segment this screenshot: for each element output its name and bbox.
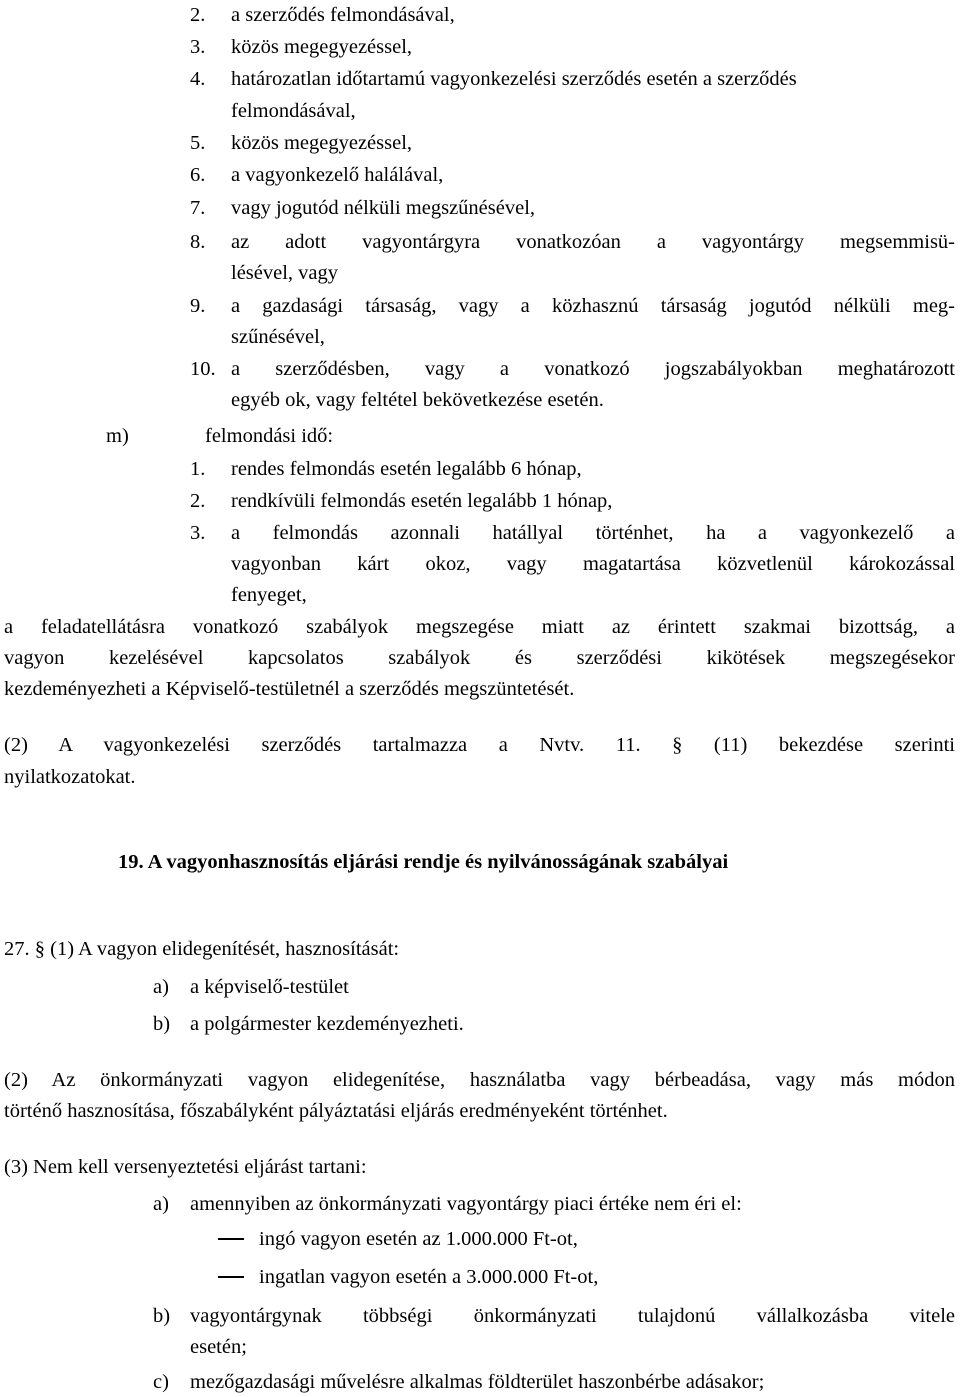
- list-item: felmondásával,: [231, 100, 356, 122]
- list-label: b): [153, 1305, 171, 1327]
- list-num: 2.: [190, 4, 206, 26]
- list-item: a vagyonkezelő halálával,: [231, 164, 444, 186]
- list-item: lésével, vagy: [231, 262, 339, 284]
- list-item: a felmondás azonnali hatállyal történhet, ha a vagyonkezelő a: [231, 522, 955, 544]
- list-num: 4.: [190, 68, 206, 90]
- list-item: a gazdasági társaság, vagy a közhasznú társaság jogutód nélküli meg-: [231, 295, 955, 317]
- paragraph-line: (2) A vagyonkezelési szerződés tartalmazza a Nvtv. 11. § (11) bekezdése szerinti: [4, 734, 955, 756]
- list-num: 7.: [190, 197, 206, 219]
- list-item: amennyiben az önkormányzati vagyontárgy piaci értéke nem éri el:: [190, 1193, 742, 1215]
- list-num: 1.: [190, 458, 206, 480]
- list-label: a): [153, 976, 169, 998]
- list-item: vagyonban kárt okoz, vagy magatartása közvetlenül károkozással: [231, 553, 955, 575]
- list-label: c): [153, 1371, 169, 1393]
- section-label: m): [106, 425, 129, 447]
- list-label: a): [153, 1193, 169, 1215]
- list-num: 8.: [190, 231, 206, 253]
- list-item: az adott vagyontárgyra vonatkozóan a vagyontárgy megsemmisü-: [231, 231, 955, 253]
- list-item: rendes felmondás esetén legalább 6 hónap,: [231, 458, 582, 480]
- dash-bullet: [218, 1276, 244, 1278]
- section-heading: 19. A vagyonhasznosítás eljárási rendje és nyilvánosságának szabályai: [118, 851, 729, 873]
- list-item: ingatlan vagyon esetén a 3.000.000 Ft-ot,: [259, 1266, 599, 1288]
- paragraph-line: történő hasznosítása, főszabályként pályáztatási eljárás eredményeként történhet.: [4, 1100, 668, 1122]
- list-num: 6.: [190, 164, 206, 186]
- section-title: felmondási idő:: [205, 425, 334, 447]
- list-item: ingó vagyon esetén az 1.000.000 Ft-ot,: [259, 1228, 578, 1250]
- list-num: 2.: [190, 490, 206, 512]
- list-item: mezőgazdasági művelésre alkalmas földterület haszonbérbe adásakor;: [190, 1371, 765, 1393]
- list-label: b): [153, 1013, 171, 1035]
- paragraph-line: 27. § (1) A vagyon elidegenítését, hasznosítását:: [4, 938, 400, 960]
- list-item: a polgármester kezdeményezheti.: [190, 1013, 464, 1035]
- list-item: egyéb ok, vagy feltétel bekövetkezése esetén.: [231, 389, 604, 411]
- list-item: vagy jogutód nélküli megszűnésével,: [231, 197, 536, 219]
- paragraph-line: (2) Az önkormányzati vagyon elidegenítése, használatba vagy bérbeadása, vagy más módon: [4, 1069, 955, 1091]
- list-item: rendkívüli felmondás esetén legalább 1 hónap,: [231, 490, 613, 512]
- list-item: közös megegyezéssel,: [231, 36, 413, 58]
- list-item: szűnésével,: [231, 326, 325, 348]
- list-item: határozatlan időtartamú vagyonkezelési szerződés esetén a szerződés: [231, 68, 797, 90]
- list-num: 3.: [190, 36, 206, 58]
- list-item: közös megegyezéssel,: [231, 132, 413, 154]
- list-item: fenyeget,: [231, 584, 307, 606]
- list-num: 9.: [190, 295, 206, 317]
- paragraph-line: kezdeményezheti a Képviselő-testületnél a szerződés megszüntetését.: [4, 678, 575, 700]
- paragraph-line: nyilatkozatokat.: [4, 766, 136, 788]
- list-num: 10.: [190, 358, 216, 380]
- list-item: a szerződés felmondásával,: [231, 4, 455, 26]
- paragraph-line: vagyon kezelésével kapcsolatos szabályok és szerződési kikötések megszegésekor: [4, 647, 955, 669]
- list-item: a szerződésben, vagy a vonatkozó jogszabályokban meghatározott: [231, 358, 955, 380]
- list-item: esetén;: [190, 1336, 247, 1358]
- list-num: 3.: [190, 522, 206, 544]
- list-num: 5.: [190, 132, 206, 154]
- paragraph-line: (3) Nem kell versenyeztetési eljárást tartani:: [4, 1156, 367, 1178]
- list-item: vagyontárgynak többségi önkormányzati tulajdonú vállalkozásba vitele: [190, 1305, 955, 1327]
- dash-bullet: [218, 1238, 244, 1240]
- list-item: a képviselő-testület: [190, 976, 349, 998]
- paragraph-line: a feladatellátásra vonatkozó szabályok megszegése miatt az érintett szakmai bizottság, a: [4, 616, 955, 638]
